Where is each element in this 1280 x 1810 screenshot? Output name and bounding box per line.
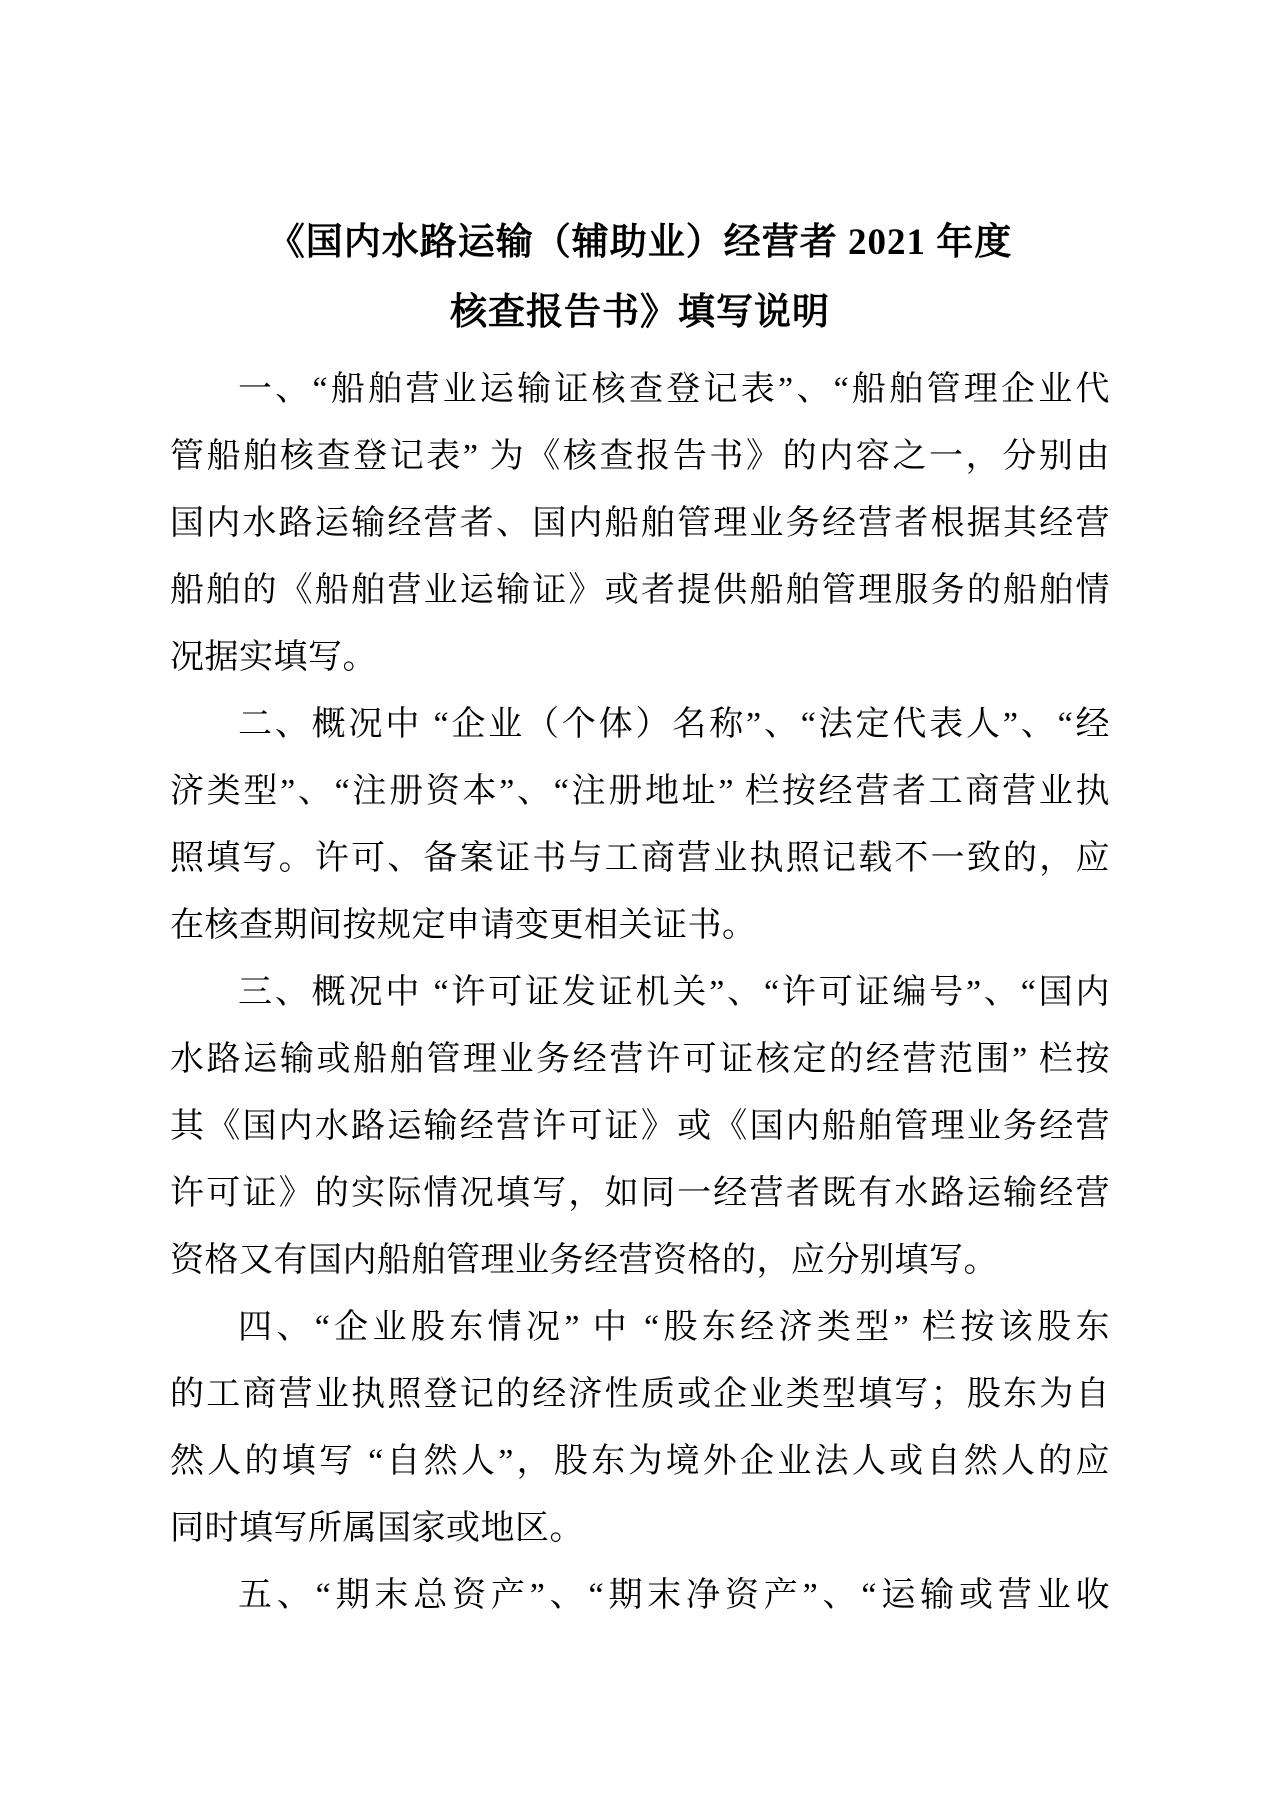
paragraph-4-line-1: 四、“企业股东情况” 中 “股东经济类型” 栏按该股东: [238, 1309, 1110, 1346]
document-content: [170, 208, 1110, 1629]
paragraph-3-line-4: 许可证》的实际情况填写，如同一经营者既有水路运输经营: [170, 1175, 1110, 1212]
paragraph-1-line-5: 况据实填写。: [170, 639, 377, 676]
paragraph-4-line-4: 同时填写所属国家或地区。: [170, 1510, 584, 1547]
paragraph-1-line-1: 一、“船舶营业运输证核查登记表”、“船舶管理企业代: [238, 371, 1110, 408]
paragraph-1-line-2: 管船舶核查登记表” 为《核查报告书》的内容之一，分别由: [170, 438, 1110, 475]
paragraph-5-line-1: 五、“期末总资产”、“期末净资产”、“运输或营业收: [238, 1577, 1110, 1614]
title-line-2: 核查报告书》填写说明: [450, 292, 830, 333]
paragraph-1-line-4: 船舶的《船舶营业运输证》或者提供船舶管理服务的船舶情: [170, 572, 1110, 609]
paragraph-4-line-3: 然人的填写 “自然人”，股东为境外企业法人或自然人的应: [170, 1443, 1110, 1480]
paragraph-3-line-2: 水路运输或船舶管理业务经营许可证核定的经营范围” 栏按: [170, 1041, 1110, 1078]
paragraph-3-line-1: 三、概况中 “许可证发证机关”、“许可证编号”、“国内: [238, 974, 1110, 1011]
paragraph-3-line-5: 资格又有国内船舶管理业务经营资格的，应分别填写。: [170, 1242, 998, 1279]
paragraph-2-line-1: 二、概况中 “企业（个体）名称”、“法定代表人”、“经: [238, 706, 1110, 743]
paragraph-4-line-2: 的工商营业执照登记的经济性质或企业类型填写；股东为自: [170, 1376, 1110, 1413]
paragraph-2-line-3: 照填写。许可、备案证书与工商营业执照记载不一致的，应: [170, 840, 1110, 877]
paragraph-2-line-2: 济类型”、“注册资本”、“注册地址” 栏按经营者工商营业执: [170, 773, 1110, 810]
paragraph-2-line-4: 在核查期间按规定申请变更相关证书。: [170, 907, 757, 944]
paragraph-1-line-3: 国内水路运输经营者、国内船舶管理业务经营者根据其经营: [170, 505, 1110, 542]
title-line-1: 《国内水路运输（辅助业）经营者 2021 年度: [267, 222, 1013, 263]
paragraph-3-line-3: 其《国内水路运输经营许可证》或《国内船舶管理业务经营: [170, 1108, 1110, 1145]
document-body: [170, 356, 1110, 1629]
document-title: [170, 208, 1110, 348]
